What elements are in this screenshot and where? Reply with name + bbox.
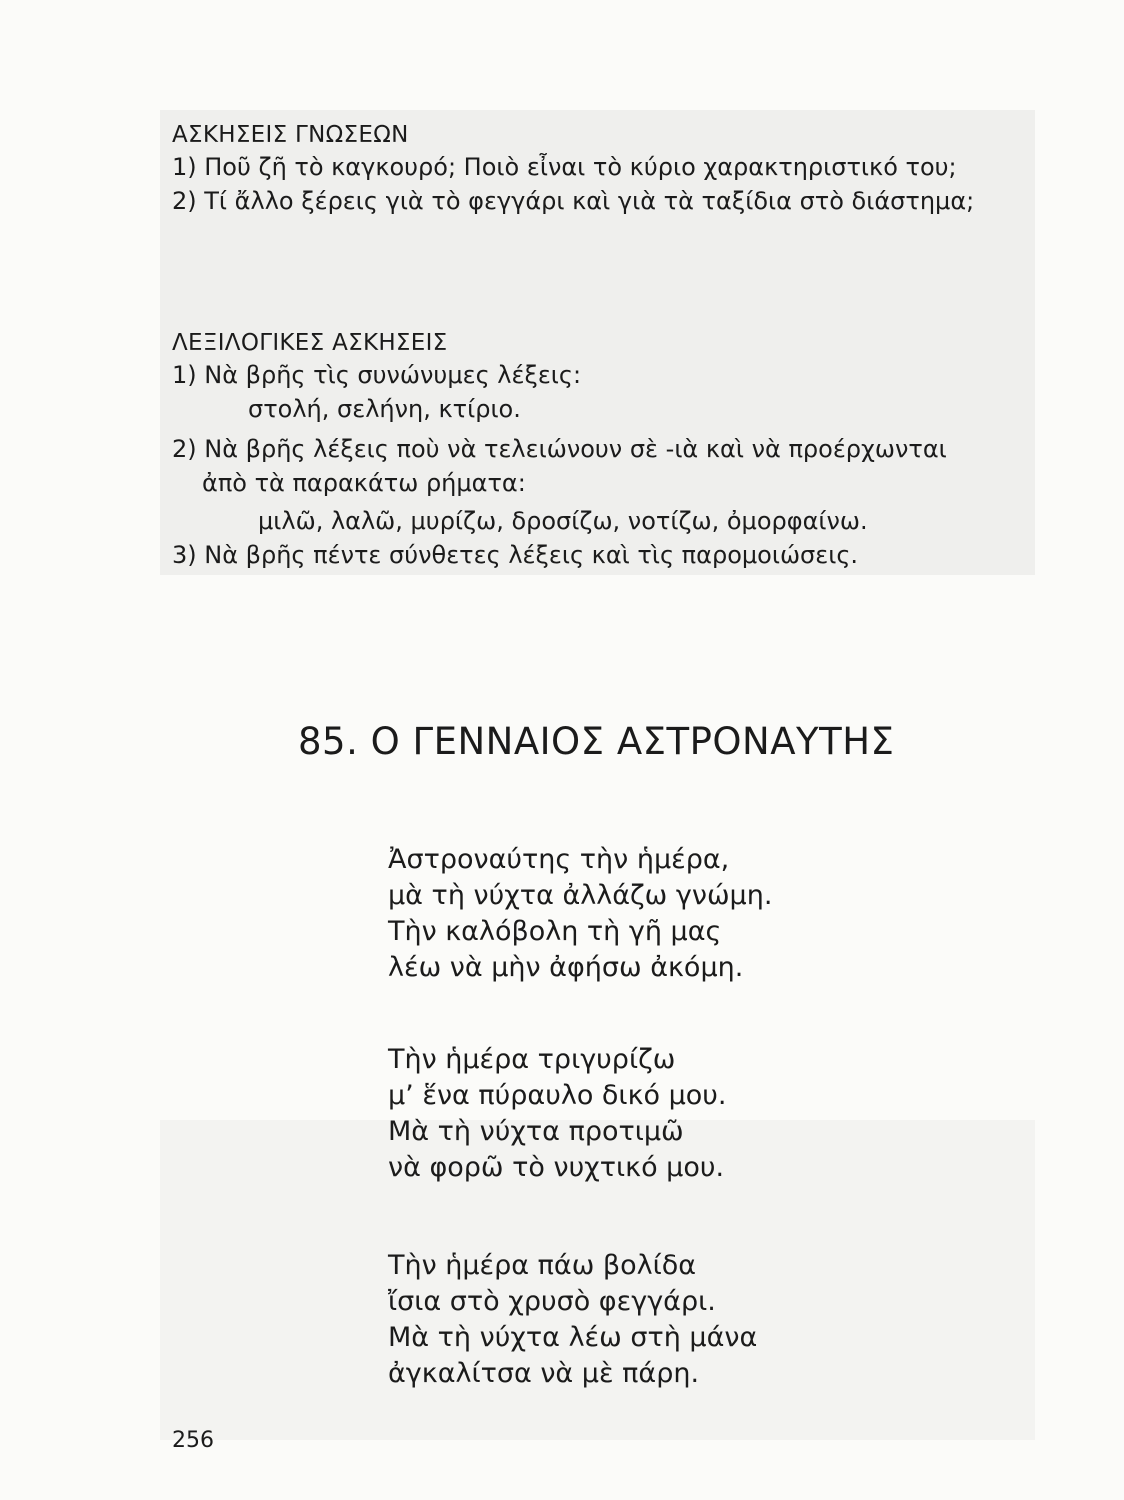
vocabulary-exercise-item-1-words: στολή, σελήνη, κτίριο. bbox=[248, 395, 521, 423]
vocabulary-exercise-item-2: 2) Νὰ βρῆς λέξεις ποὺ νὰ τελειώνουν σὲ -ιὰ καὶ νὰ προέρχωνται bbox=[172, 435, 947, 463]
vocabulary-exercise-item-3: 3) Νὰ βρῆς πέντε σύνθετες λέξεις καὶ τὶς παρομοιώσεις. bbox=[172, 541, 859, 569]
knowledge-exercise-item: 2) Τί ἄλλο ξέρεις γιὰ τὸ φεγγάρι καὶ γιὰ τὰ ταξίδια στὸ διάστημα; bbox=[172, 187, 975, 215]
poem-line: Τὴν ἡμέρα τριγυρίζω bbox=[388, 1044, 676, 1075]
vocabulary-exercise-item-2-continued: ἀπὸ τὰ παρακάτω ρήματα: bbox=[202, 469, 526, 497]
poem-line: Μὰ τὴ νύχτα λέω στὴ μάνα bbox=[388, 1322, 758, 1353]
knowledge-exercises-heading: ΑΣΚΗΣΕΙΣ ΓΝΩΣΕΩΝ bbox=[172, 122, 409, 148]
poem-line: ἀγκαλίτσα νὰ μὲ πάρη. bbox=[388, 1358, 700, 1389]
knowledge-exercise-item: 1) Ποῦ ζῆ τὸ καγκουρό; Ποιὸ εἶναι τὸ κύριο χαρακτηριστικό του; bbox=[172, 153, 957, 181]
poem-line: μὰ τὴ νύχτα ἀλλάζω γνώμη. bbox=[388, 880, 773, 911]
poem-line: Τὴν ἡμέρα πάω βολίδα bbox=[388, 1250, 697, 1281]
poem-line: Τὴν καλόβολη τὴ γῆ μας bbox=[388, 916, 722, 947]
page-number: 256 bbox=[172, 1428, 214, 1453]
vocabulary-exercise-item-2-words: μιλῶ, λαλῶ, μυρίζω, δροσίζω, νοτίζω, ὀμορφαίνω. bbox=[258, 507, 868, 535]
vocabulary-exercises bbox=[172, 328, 1052, 572]
vocabulary-exercises-heading: ΛΕΞΙΛΟΓΙΚΕΣ ΑΣΚΗΣΕΙΣ bbox=[172, 330, 448, 356]
vocabulary-exercise-item-1: 1) Νὰ βρῆς τὶς συνώνυμες λέξεις: bbox=[172, 361, 582, 389]
poem-line: ἴσια στὸ χρυσὸ φεγγάρι. bbox=[388, 1286, 716, 1317]
knowledge-exercises bbox=[172, 120, 1052, 218]
poem-stanza-3 bbox=[388, 1248, 948, 1392]
poem-line: νὰ φορῶ τὸ νυχτικό μου. bbox=[388, 1152, 725, 1183]
poem-stanza-2 bbox=[388, 1042, 948, 1186]
poem-title: 85. Ο ΓΕΝΝΑΙΟΣ ΑΣΤΡΟΝΑΥΤΗΣ bbox=[298, 720, 895, 763]
poem-stanza-1 bbox=[388, 842, 948, 986]
poem-line: Μὰ τὴ νύχτα προτιμῶ bbox=[388, 1116, 684, 1147]
poem-line: λέω νὰ μὴν ἀφήσω ἀκόμη. bbox=[388, 952, 744, 983]
poem-line: μ’ ἕνα πύραυλο δικό μου. bbox=[388, 1080, 727, 1111]
poem-line: Ἀστροναύτης τὴν ἡμέρα, bbox=[388, 844, 730, 875]
